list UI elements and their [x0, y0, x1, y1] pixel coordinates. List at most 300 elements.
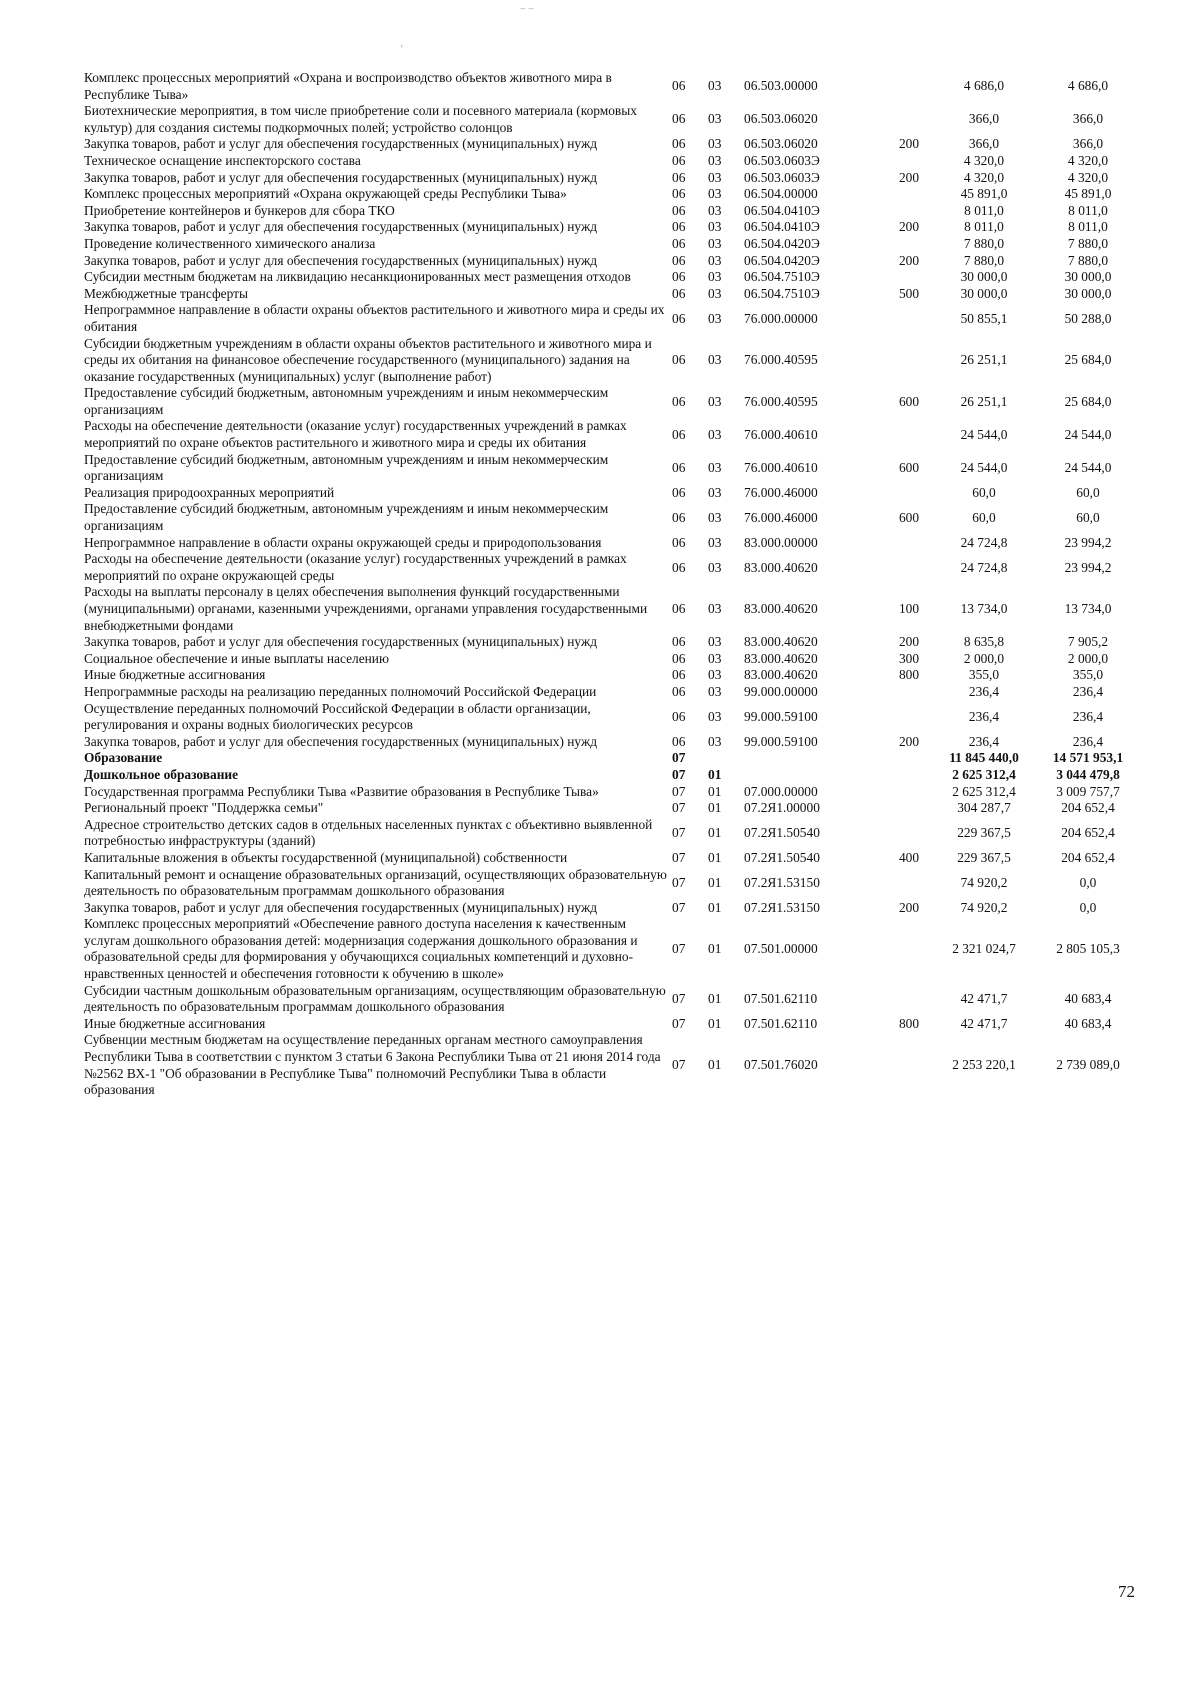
section-code: 07 [672, 941, 686, 957]
target-article-code: 06.503.06020 [744, 136, 818, 152]
expense-type-code [886, 983, 932, 1016]
amount-year-1: 26 251,1 [960, 393, 1008, 409]
row-name: Расходы на обеспечение деятельности (оказание услуг) государственных учреждений в рамках мероприятий по охране объектов растительного и животного мира и среды их обитания [84, 418, 627, 451]
amount-year-1: 30 000,0 [960, 269, 1008, 285]
subsection-code: 03 [708, 683, 722, 699]
target-article-code: 76.000.40610 [744, 459, 818, 475]
amount-year-2: 7 905,2 [1067, 634, 1109, 650]
amount-year-1: 2 625 312,4 [952, 766, 1016, 782]
target-article-code: 06.504.0410Э [744, 219, 820, 235]
expense-type-code: 200 [898, 733, 920, 749]
table-row [84, 1032, 1140, 1098]
section-code: 06 [672, 459, 686, 475]
amount-year-1: 2 625 312,4 [952, 783, 1016, 799]
target-article-code: 07.501.62110 [744, 990, 818, 1006]
section-code: 06 [672, 219, 686, 235]
row-name: Предоставление субсидий бюджетным, автономным учреждениям и иным некоммерческим организациям [84, 501, 609, 534]
section-code: 06 [672, 169, 686, 185]
amount-year-2: 204 652,4 [1061, 800, 1115, 816]
expense-type-code: 600 [898, 393, 920, 409]
section-code: 06 [672, 509, 686, 525]
table-row [84, 634, 1140, 651]
section-code: 07 [672, 750, 686, 766]
subsection-code: 03 [708, 534, 722, 550]
section-code: 06 [672, 252, 686, 268]
amount-year-2: 4 320,0 [1067, 152, 1109, 168]
section-code: 06 [672, 352, 686, 368]
section-code: 06 [672, 78, 686, 94]
target-article-code: 83.000.40620 [744, 667, 818, 683]
subsection-code: 01 [708, 874, 722, 890]
table-row [84, 336, 1140, 386]
table-row [84, 219, 1140, 236]
subsection-code: 03 [708, 484, 722, 500]
subsection-code: 03 [708, 252, 722, 268]
row-name: Закупка товаров, работ и услуг для обеспечения государственных (муниципальных) нужд [84, 252, 598, 268]
expense-type-code [886, 485, 932, 502]
subsection-code: 03 [708, 634, 722, 650]
section-code: 07 [672, 1057, 686, 1073]
budget-table-body [84, 70, 1140, 1099]
table-row [84, 302, 1140, 335]
amount-year-2: 50 288,0 [1064, 310, 1112, 326]
expense-type-code: 600 [898, 459, 920, 475]
row-name: Субсидии частным дошкольным образовательным организациям, осуществляющим образовательную деятельность по образовательным программам дошкольного образования [84, 982, 666, 1015]
row-name: Закупка товаров, работ и услуг для обеспечения государственных (муниципальных) нужд [84, 169, 598, 185]
target-article-code: 06.504.0420Э [744, 252, 820, 268]
table-row [84, 203, 1140, 220]
subsection-code: 03 [708, 601, 722, 616]
amount-year-2: 236,4 [1072, 733, 1104, 749]
amount-year-1: 236,4 [968, 683, 1000, 699]
table-row [84, 784, 1140, 801]
expense-type-code [886, 302, 932, 335]
target-article-code: 07.2Я1.53150 [744, 874, 820, 890]
table-row [84, 867, 1140, 900]
subsection-code [708, 750, 744, 767]
expense-type-code: 200 [898, 899, 920, 915]
subsection-code: 01 [708, 899, 722, 915]
section-code: 06 [672, 484, 686, 500]
amount-year-1: 229 367,5 [957, 849, 1011, 865]
target-article-code: 06.504.7510Э [744, 269, 820, 285]
expense-type-code [886, 551, 932, 584]
amount-year-1: 366,0 [968, 136, 1000, 152]
target-article-code: 83.000.00000 [744, 534, 818, 550]
section-code: 06 [672, 733, 686, 749]
expense-type-code: 600 [898, 509, 920, 525]
amount-year-1: 8 011,0 [964, 219, 1004, 235]
amount-year-1: 236,4 [968, 708, 1000, 724]
subsection-code: 03 [708, 78, 722, 94]
row-name: Субвенции местным бюджетам на осуществление переданных органам местного самоуправления Республики Тыва в соответствии с пунктом 3 статьи 6 Закона Республики Тыва от 21 июня 2014 года №2562 ВХ-1 "Об образовании в Республике Тыва" полномочий Республики Тыва в области образования [84, 1032, 661, 1098]
table-row [84, 551, 1140, 584]
amount-year-1: 7 880,0 [963, 252, 1005, 268]
subsection-code: 03 [708, 186, 722, 202]
table-row [84, 850, 1140, 867]
expense-type-code [886, 203, 932, 220]
subsection-code: 01 [708, 800, 722, 816]
amount-year-1: 42 471,7 [960, 990, 1008, 1006]
target-article-code: 99.000.59100 [744, 733, 818, 749]
section-code: 06 [672, 269, 686, 285]
amount-year-2: 236,4 [1072, 683, 1104, 699]
subsection-code: 03 [708, 136, 722, 152]
section-code: 06 [672, 683, 686, 699]
expense-type-code [886, 817, 932, 850]
scan-marks: − − [520, 4, 534, 15]
amount-year-2: 23 994,2 [1064, 534, 1112, 550]
subsection-code: 03 [708, 169, 722, 185]
amount-year-1: 4 686,0 [963, 78, 1005, 94]
row-name: Государственная программа Республики Тыва «Развитие образования в Республике Тыва» [84, 783, 599, 799]
amount-year-2: 60,0 [1076, 484, 1100, 500]
expense-type-code [886, 103, 932, 136]
subsection-code: 03 [708, 667, 722, 683]
row-name: Иные бюджетные ассигнования [84, 667, 266, 683]
expense-type-code [886, 186, 932, 203]
amount-year-1: 74 920,2 [960, 899, 1008, 915]
amount-year-2: 2 805 105,3 [1056, 941, 1120, 957]
amount-year-2: 25 684,0 [1064, 352, 1112, 368]
target-article-code: 76.000.46000 [744, 484, 818, 500]
target-article-code: 76.000.40595 [744, 352, 818, 368]
target-article-code: 06.503.0603Э [744, 152, 820, 168]
amount-year-2: 25 684,0 [1064, 393, 1112, 409]
budget-table [84, 70, 1140, 1099]
amount-year-2: 3 009 757,7 [1056, 783, 1120, 799]
section-code: 06 [672, 136, 686, 152]
amount-year-1: 60,0 [972, 484, 996, 500]
expense-type-code [886, 784, 932, 801]
expense-type-code: 400 [898, 849, 920, 865]
row-name: Закупка товаров, работ и услуг для обеспечения государственных (муниципальных) нужд [84, 899, 598, 915]
target-article-code: 83.000.40620 [744, 559, 818, 575]
target-article-code: 06.504.0420Э [744, 235, 820, 251]
amount-year-2: 204 652,4 [1061, 849, 1115, 865]
subsection-code: 03 [708, 352, 722, 368]
subsection-code: 03 [708, 426, 722, 442]
subsection-code: 03 [708, 235, 722, 251]
row-name: Межбюджетные трансферты [84, 285, 248, 301]
target-article-code: 76.000.46000 [744, 509, 818, 525]
subsection-code: 03 [708, 310, 722, 326]
row-name: Комплекс процессных мероприятий «Охрана и воспроизводство объектов животного мира в Республике Тыва» [84, 70, 612, 102]
expense-type-code: 200 [898, 219, 920, 235]
table-row [84, 916, 1140, 982]
section-code: 06 [672, 634, 686, 650]
target-article-code: 07.000.00000 [744, 783, 818, 799]
table-row [84, 767, 1140, 784]
expense-type-code [886, 236, 932, 253]
amount-year-2: 8 011,0 [1068, 219, 1108, 235]
target-article-code: 76.000.40610 [744, 426, 818, 442]
expense-type-code: 200 [898, 252, 920, 268]
amount-year-2: 30 000,0 [1064, 269, 1112, 285]
amount-year-2: 236,4 [1072, 708, 1104, 724]
section-code: 06 [672, 667, 686, 683]
amount-year-1: 355,0 [968, 667, 1000, 683]
amount-year-2: 2 739 089,0 [1056, 1057, 1120, 1073]
amount-year-2: 3 044 479,8 [1056, 766, 1120, 782]
expense-type-code [886, 153, 932, 170]
section-code: 06 [672, 708, 686, 724]
table-row [84, 418, 1140, 451]
row-name: Осуществление переданных полномочий Российской Федерации в области организации, регулирования и охраны водных биологических ресурсов [84, 700, 591, 733]
amount-year-1: 8 011,0 [964, 202, 1004, 218]
row-name: Техническое оснащение инспекторского состава [84, 152, 361, 168]
target-article-code: 76.000.40595 [744, 393, 818, 409]
amount-year-1: 74 920,2 [960, 874, 1008, 890]
table-row [84, 385, 1140, 418]
table-row [84, 70, 1140, 103]
amount-year-1: 2 253 220,1 [952, 1057, 1016, 1073]
amount-year-1: 2 000,0 [963, 650, 1005, 666]
row-name: Приобретение контейнеров и бункеров для сбора ТКО [84, 202, 395, 218]
table-row [84, 584, 1140, 634]
expense-type-code: 500 [898, 285, 920, 301]
expense-type-code [886, 684, 932, 701]
amount-year-2: 45 891,0 [1064, 186, 1112, 202]
row-name: Адресное строительство детских садов в отдельных населенных пунктах с объективно выявленной потребностью инфраструктуры (зданий) [84, 816, 653, 849]
section-code: 06 [672, 186, 686, 202]
amount-year-1: 24 544,0 [960, 459, 1008, 475]
target-article-code: 07.501.62110 [744, 1015, 818, 1031]
row-name: Комплекс процессных мероприятий «Охрана окружающей среды Республики Тыва» [84, 186, 567, 202]
expense-type-code [886, 867, 932, 900]
expense-type-code: 800 [898, 1015, 920, 1031]
target-article-code [744, 750, 886, 767]
target-article-code: 99.000.00000 [744, 683, 818, 699]
amount-year-1: 7 880,0 [963, 235, 1005, 251]
subsection-code: 03 [708, 202, 722, 218]
subsection-code: 03 [708, 708, 722, 724]
subsection-code: 03 [708, 111, 722, 127]
row-name: Иные бюджетные ассигнования [84, 1015, 266, 1031]
amount-year-1: 2 321 024,7 [952, 941, 1016, 957]
subsection-code: 01 [708, 766, 722, 782]
amount-year-1: 42 471,7 [960, 1015, 1008, 1031]
row-name: Реализация природоохранных мероприятий [84, 484, 335, 500]
row-name: Закупка товаров, работ и услуг для обеспечения государственных (муниципальных) нужд [84, 219, 598, 235]
expense-type-code [886, 916, 932, 982]
target-article-code: 83.000.40620 [744, 634, 818, 650]
section-code: 06 [672, 426, 686, 442]
section-code: 07 [672, 874, 686, 890]
amount-year-1: 13 734,0 [960, 601, 1008, 616]
subsection-code: 01 [708, 1057, 722, 1073]
expense-type-code [886, 418, 932, 451]
subsection-code: 03 [708, 509, 722, 525]
table-row [84, 253, 1140, 270]
section-code: 06 [672, 111, 686, 127]
amount-year-2: 2 000,0 [1067, 650, 1109, 666]
amount-year-2: 366,0 [1072, 136, 1104, 152]
table-row [84, 734, 1140, 751]
target-article-code: 99.000.59100 [744, 708, 818, 724]
table-row [84, 684, 1140, 701]
table-row [84, 186, 1140, 203]
row-name: Предоставление субсидий бюджетным, автономным учреждениям и иным некоммерческим организациям [84, 451, 609, 484]
row-name: Субсидии местным бюджетам на ликвидацию несанкционированных мест размещения отходов [84, 269, 631, 285]
subsection-code: 03 [708, 152, 722, 168]
amount-year-2: 4 320,0 [1067, 169, 1109, 185]
subsection-code: 03 [708, 219, 722, 235]
amount-year-2: 60,0 [1076, 509, 1100, 525]
row-name: Образование [84, 750, 163, 766]
target-article-code [744, 767, 886, 784]
section-code: 07 [672, 1015, 686, 1031]
section-code: 06 [672, 285, 686, 301]
row-name: Социальное обеспечение и иные выплаты населению [84, 650, 389, 666]
expense-type-code [886, 336, 932, 386]
amount-year-2: 24 544,0 [1064, 426, 1112, 442]
amount-year-2: 13 734,0 [1064, 601, 1112, 616]
expense-type-code [886, 535, 932, 552]
row-name: Предоставление субсидий бюджетным, автономным учреждениям и иным некоммерческим организациям [84, 385, 609, 417]
section-code: 06 [672, 235, 686, 251]
expense-type-code [886, 800, 932, 817]
section-code: 06 [672, 534, 686, 550]
section-code: 06 [672, 650, 686, 666]
subsection-code: 01 [708, 1015, 722, 1031]
amount-year-1: 60,0 [972, 509, 996, 525]
row-name: Региональный проект "Поддержка семьи" [84, 800, 324, 816]
expense-type-code [886, 750, 932, 767]
expense-type-code: 200 [898, 634, 920, 650]
amount-year-1: 8 635,8 [963, 634, 1005, 650]
amount-year-2: 366,0 [1072, 111, 1104, 127]
target-article-code: 07.2Я1.50540 [744, 849, 820, 865]
target-article-code: 76.000.00000 [744, 310, 818, 326]
table-row [84, 800, 1140, 817]
amount-year-1: 45 891,0 [960, 186, 1008, 202]
amount-year-2: 14 571 953,1 [1052, 750, 1124, 766]
amount-year-2: 4 686,0 [1067, 78, 1109, 94]
row-name: Капитальный ремонт и оснащение образовательных организаций, осуществляющих образовательную деятельность по образовательным программам дошкольного образования [84, 866, 667, 899]
page-number: 72 [1118, 1582, 1135, 1601]
subsection-code: 01 [708, 783, 722, 799]
section-code: 07 [672, 800, 686, 816]
row-name: Закупка товаров, работ и услуг для обеспечения государственных (муниципальных) нужд [84, 136, 598, 152]
table-row [84, 900, 1140, 917]
subsection-code: 03 [708, 285, 722, 301]
row-name: Закупка товаров, работ и услуг для обеспечения государственных (муниципальных) нужд [84, 634, 598, 650]
expense-type-code [886, 70, 932, 103]
target-article-code: 07.2Я1.53150 [744, 899, 820, 915]
expense-type-code: 100 [898, 601, 920, 616]
amount-year-2: 204 652,4 [1061, 825, 1115, 841]
target-article-code: 06.503.06020 [744, 111, 818, 127]
amount-year-2: 24 544,0 [1064, 459, 1112, 475]
table-row [84, 983, 1140, 1016]
expense-type-code [886, 269, 932, 286]
table-row [84, 535, 1140, 552]
amount-year-1: 26 251,1 [960, 352, 1008, 368]
target-article-code: 07.2Я1.50540 [744, 825, 820, 841]
amount-year-1: 236,4 [968, 733, 1000, 749]
expense-type-code: 200 [898, 169, 920, 185]
table-row [84, 817, 1140, 850]
row-name: Непрограммные расходы на реализацию переданных полномочий Российской Федерации [84, 683, 597, 699]
table-row [84, 485, 1140, 502]
amount-year-1: 229 367,5 [957, 825, 1011, 841]
subsection-code: 01 [708, 990, 722, 1006]
expense-type-code [886, 767, 932, 784]
subsection-code: 03 [708, 733, 722, 749]
target-article-code: 83.000.40620 [744, 650, 818, 666]
section-code: 07 [672, 766, 686, 782]
table-row [84, 651, 1140, 668]
expense-type-code: 800 [898, 667, 920, 683]
table-row [84, 170, 1140, 187]
subsection-code: 03 [708, 393, 722, 409]
table-row [84, 452, 1140, 485]
row-name: Закупка товаров, работ и услуг для обеспечения государственных (муниципальных) нужд [84, 733, 598, 749]
subsection-code: 03 [708, 559, 722, 575]
section-code: 07 [672, 825, 686, 841]
subsection-code: 03 [708, 650, 722, 666]
expense-type-code: 200 [898, 136, 920, 152]
row-name: Непрограммное направление в области охраны окружающей среды и природопользования [84, 534, 602, 550]
section-code: 07 [672, 990, 686, 1006]
target-article-code: 83.000.40620 [744, 601, 818, 616]
target-article-code: 06.503.0603Э [744, 169, 820, 185]
target-article-code: 07.501.76020 [744, 1057, 818, 1073]
section-code: 07 [672, 899, 686, 915]
amount-year-2: 8 011,0 [1068, 202, 1108, 218]
amount-year-2: 23 994,2 [1064, 559, 1112, 575]
amount-year-1: 24 724,8 [960, 534, 1008, 550]
amount-year-1: 50 855,1 [960, 310, 1008, 326]
table-row [84, 501, 1140, 534]
table-row [84, 1016, 1140, 1033]
subsection-code: 01 [708, 825, 722, 841]
row-name: Расходы на выплаты персоналу в целях обеспечения выполнения функций государственными (муниципальными) органами, казенными учреждениями, органами управления государственными внебюджетными фондами [84, 584, 648, 633]
table-row [84, 286, 1140, 303]
amount-year-1: 24 724,8 [960, 559, 1008, 575]
table-row [84, 136, 1140, 153]
target-article-code: 06.503.00000 [744, 78, 818, 94]
target-article-code: 06.504.7510Э [744, 285, 820, 301]
amount-year-1: 366,0 [968, 111, 1000, 127]
row-name: Дошкольное образование [84, 766, 239, 782]
amount-year-1: 4 320,0 [963, 169, 1005, 185]
section-code: 06 [672, 559, 686, 575]
expense-type-code [886, 1032, 932, 1098]
row-name: Биотехнические мероприятия, в том числе приобретение соли и посевного материала (кормовых культур) для создания системы подкормочных полей; устройство солонцов [84, 103, 637, 135]
subsection-code: 01 [708, 941, 722, 957]
amount-year-2: 40 683,4 [1064, 990, 1112, 1006]
amount-year-2: 355,0 [1072, 667, 1104, 683]
amount-year-2: 30 000,0 [1064, 285, 1112, 301]
amount-year-1: 30 000,0 [960, 285, 1008, 301]
row-name: Комплекс процессных мероприятий «Обеспечение равного доступа населения к качественным услугам дошкольного образования детей: модернизация содержания дошкольного образования и образовательной среды для формирования у обучающихся социальных компетенций и духовно-нравственных ценностей и обеспечения готовности к обучению в школе» [84, 916, 638, 982]
amount-year-1: 304 287,7 [957, 800, 1011, 816]
row-name: Проведение количественного химического анализа [84, 235, 376, 251]
target-article-code: 06.504.00000 [744, 186, 818, 202]
section-code: 06 [672, 601, 686, 616]
expense-type-code [886, 701, 932, 734]
target-article-code: 06.504.0410Э [744, 202, 820, 218]
section-code: 07 [672, 849, 686, 865]
row-name: Непрограммное направление в области охраны объектов растительного и животного мира и среды их обитания [84, 302, 665, 334]
table-row [84, 667, 1140, 684]
subsection-code: 03 [708, 459, 722, 475]
row-name: Капитальные вложения в объекты государственной (муниципальной) собственности [84, 849, 568, 865]
scan-mark: ’ [400, 44, 404, 55]
table-row [84, 236, 1140, 253]
